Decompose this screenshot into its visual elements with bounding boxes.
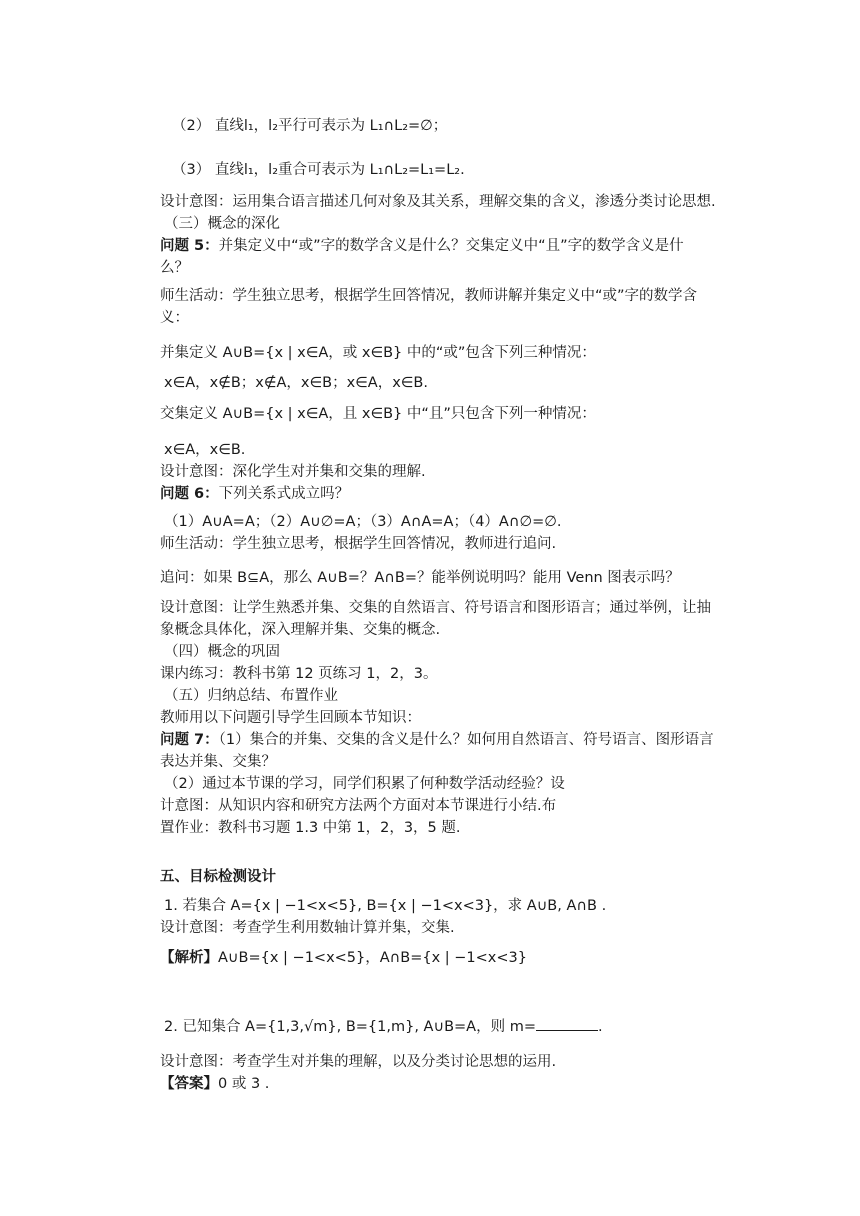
line-text: （五）归纳总结、布置作业 <box>164 688 338 704</box>
line-text: 表达并集、交集？ <box>160 754 276 770</box>
line-text: （3） 直线l₁，l₂重合可表示为 L₁∩L₂=L₁=L₂. <box>172 162 465 178</box>
text-line <box>164 373 428 393</box>
line-label: 【解析】 <box>160 950 218 966</box>
text-line <box>160 598 711 618</box>
text-line <box>160 258 189 278</box>
text-line <box>160 308 189 328</box>
text-line <box>160 568 680 588</box>
text-line <box>160 286 697 306</box>
line-text: 2. 已知集合 A={1,3,√m}, B={1,m}, A∪B=A，则 m= <box>164 1019 536 1035</box>
blank-period: . <box>597 1019 603 1035</box>
line-text: （2）通过本节课的学习，同学们积累了何种数学活动经验？设 <box>164 776 565 792</box>
line-text: 师生活动：学生独立思考，根据学生回答情况，教师讲解并集定义中“或”字的数学含 <box>160 288 698 304</box>
line-text: （四）概念的巩固 <box>164 644 280 660</box>
text-line <box>160 462 426 482</box>
line-label: 问题 5： <box>160 238 219 254</box>
line-text: 师生活动：学生独立思考，根据学生回答情况，教师进行追问. <box>160 536 557 552</box>
line-text: 课内练习：教科书第 12 页练习 1，2，3。 <box>160 666 438 682</box>
line-text: 设计意图：深化学生对并集和交集的理解. <box>160 464 426 480</box>
line-text: 设计意图：运用集合语言描述几何对象及其关系，理解交集的含义，渗透分类讨论思想. <box>160 194 716 210</box>
text-line <box>164 642 280 662</box>
line-label: 问题 6： <box>160 486 219 502</box>
text-line <box>160 620 440 640</box>
text-line <box>164 774 565 794</box>
line-text: 设计意图：考查学生对并集的理解，以及分类讨论思想的运用. <box>160 1054 557 1070</box>
line-text: 义： <box>160 310 189 326</box>
line-text: 并集定义中“或”字的数学含义是什么？交集定义中“且”字的数学含义是什 <box>218 238 684 254</box>
text-line <box>160 1052 556 1072</box>
text-line <box>160 918 455 938</box>
line-text: （三）概念的深化 <box>164 216 280 232</box>
text-line <box>164 512 561 532</box>
line-text: （1）A∪A=A；（2）A∪∅=A；（3）A∩A=A；（4）A∩∅=∅. <box>164 514 562 530</box>
text-line <box>160 752 276 772</box>
text-line <box>164 896 606 916</box>
answer-blank <box>536 1016 598 1031</box>
line-text: 交集定义 A∪B={x | x∈A，且 x∈B} 中“且”只包含下列一种情况： <box>160 406 596 422</box>
text-line <box>160 818 461 838</box>
text-line <box>160 796 556 816</box>
line-text: A∪B={x | −1<x<5}，A∩B={x | −1<x<3} <box>218 950 527 966</box>
text-line <box>164 440 245 460</box>
line-text: 计意图：从知识内容和研究方法两个方面对本节课进行小结.布 <box>160 798 557 814</box>
line-text: 设计意图：让学生熟悉并集、交集的自然语言、符号语言和图形语言；通过举例，让抽 <box>160 600 711 616</box>
text-line <box>172 160 465 180</box>
line-text: 0 或 3 . <box>218 1076 270 1092</box>
line-text: 并集定义 A∪B={x | x∈A，或 x∈B} 中的“或”包含下列三种情况： <box>160 345 596 361</box>
text-line <box>160 708 421 728</box>
text-line <box>160 730 714 750</box>
text-line <box>160 867 276 887</box>
line-text: 五、目标检测设计 <box>160 869 276 885</box>
line-text: （2） 直线l₁，l₂平行可表示为 L₁∩L₂=∅； <box>172 118 448 134</box>
text-line <box>160 343 596 363</box>
text-line <box>160 236 684 256</box>
text-line <box>160 664 437 684</box>
line-text: 1. 若集合 A={x | −1<x<5}, B={x | −1<x<3}，求 A∪B, A∩B . <box>164 898 607 914</box>
line-text: 追问：如果 B⊆A，那么 A∪B=？A∩B=？能举例说明吗？能用 Venn 图表示吗？ <box>160 570 680 586</box>
line-label: 【答案】 <box>160 1076 218 1092</box>
text-line <box>160 1074 269 1094</box>
text-line <box>164 686 338 706</box>
text-line <box>160 192 716 212</box>
line-text: 设计意图：考查学生利用数轴计算并集，交集. <box>160 920 455 936</box>
line-text: 教师用以下问题引导学生回顾本节知识： <box>160 710 421 726</box>
line-text: 下列关系式成立吗？ <box>218 486 350 502</box>
line-text: 置作业：教科书习题 1.3 中第 1，2，3，5 题. <box>160 820 461 836</box>
text-line <box>164 214 280 234</box>
text-line <box>160 484 349 504</box>
text-line <box>160 948 527 968</box>
line-text: 么？ <box>160 260 189 276</box>
text-line <box>164 1016 603 1037</box>
line-text: 象概念具体化，深入理解并集、交集的概念. <box>160 622 441 638</box>
line-text: （1）集合的并集、交集的含义是什么？如何用自然语言、符号语言、图形语言 <box>218 732 714 748</box>
line-label: 问题 7： <box>160 732 219 748</box>
text-line <box>160 534 556 554</box>
line-text: x∈A，x∈B. <box>164 442 246 458</box>
line-text: x∈A，x∉B；x∉A，x∈B；x∈A，x∈B. <box>164 375 428 391</box>
text-line <box>172 116 447 136</box>
text-line <box>160 404 596 424</box>
